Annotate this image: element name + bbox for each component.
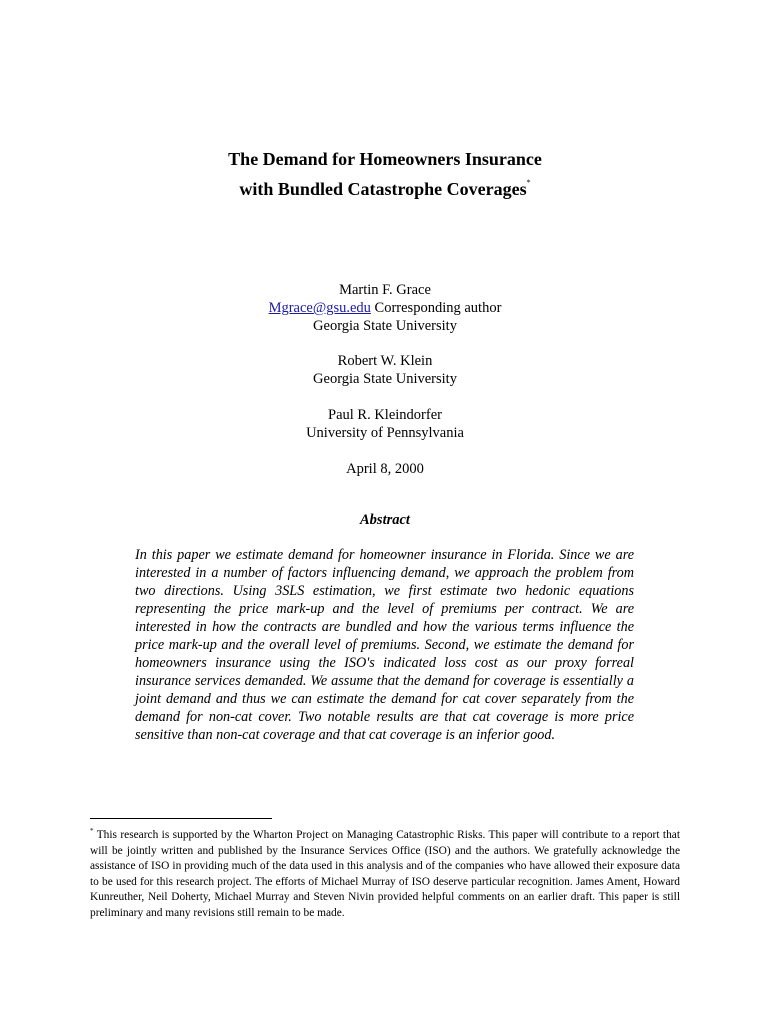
abstract-heading: Abstract (360, 512, 410, 528)
author-3 (0, 406, 770, 442)
title-line-1: The Demand for Homeowners Insurance (228, 149, 542, 169)
author-2-affiliation: Georgia State University (313, 371, 457, 387)
title-line-2-text: with Bundled Catastrophe Coverages (239, 179, 527, 199)
author-3-name: Paul R. Kleindorfer (328, 407, 442, 423)
title-footnote-marker[interactable]: * (526, 178, 531, 187)
paper-date: April 8, 2000 (346, 461, 424, 477)
author-1-affiliation: Georgia State University (313, 318, 457, 334)
author-3-affiliation: University of Pennsylvania (306, 425, 464, 441)
author-1-contact (0, 299, 770, 317)
author-1-note: Corresponding author (370, 300, 502, 316)
title-line-2 (0, 171, 770, 201)
footnote-marker: * (90, 827, 94, 835)
author-1-name: Martin F. Grace (339, 282, 431, 298)
abstract-text: In this paper we estimate demand for homeowner insurance in Florida. Since we are interested in a number of factors influencing demand, we approach the problem from two directions. Using 3SLS estimation, we first estimate two hedonic equations representing the price mark-up and the level of premiums per contract. We are interested in how the contracts are bundled and how the various terms influence the price mark-up and the overall level of premiums. Second, we estimate the demand for homeowners insurance using the ISO's indicated loss cost as our proxy forreal insurance services demanded. We assume that the demand for coverage is essentially a joint demand and thus we can estimate the demand for cat cover separately from the demand for non-cat cover. Two notable results are that cat coverage is more price sensitive than non-cat coverage and that cat coverage is an inferior good. (135, 547, 634, 743)
footnote-text: This research is supported by the Wharton Project on Managing Catastrophic Risks. This paper will contribute to a report that will be jointly written and published by the Insurance Services Office (ISO) and the authors. We gratefully acknowledge the assistance of ISO in providing much of the data used in this analysis and of the companies who have allowed their exposure data to be used for this research project. The efforts of Michael Murray of ISO deserve particular recognition. James Ament, Howard Kunreuther, Neil Doherty, Michael Murray and Steven Nivin provided helpful comments on an earlier draft. This paper is still preliminary and many revisions still remain to be made. (90, 829, 680, 919)
author-2 (0, 352, 770, 388)
footnote (90, 824, 680, 921)
footnote-divider (90, 818, 272, 819)
author-1 (0, 281, 770, 335)
author-2-name: Robert W. Klein (337, 353, 433, 369)
paper-title (0, 148, 770, 201)
author-1-email-link[interactable]: Mgrace@gsu.edu (268, 300, 371, 316)
